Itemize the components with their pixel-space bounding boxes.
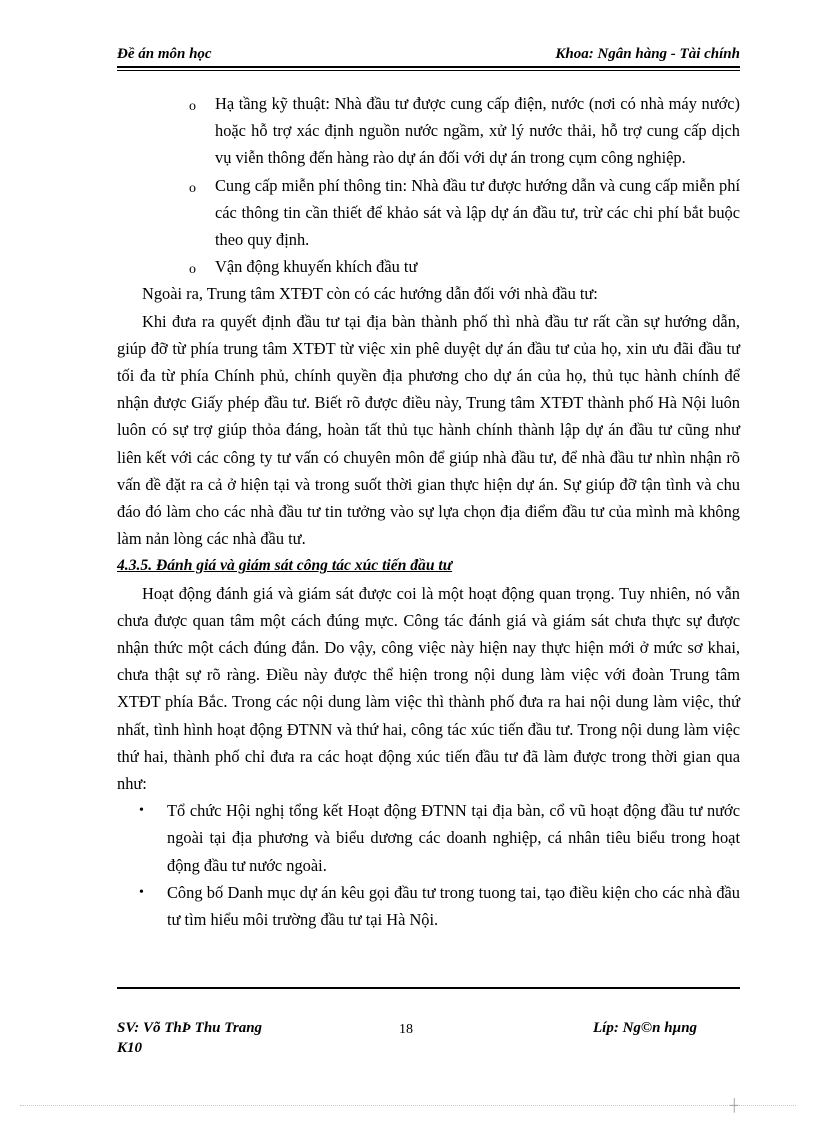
footer-rule — [117, 987, 740, 989]
sub-item-text: Hạ tầng kỹ thuật: Nhà đầu tư được cung cấp điện, nước (nơi có nhà máy nước) hoặc hỗ trợ xác định nguồn nước ngầm, xử lý nước thải, hỗ trợ cung cấp dịch vụ viễn thông đến hàng rào dự án đối với dự án trong cụm công nghiệp. — [215, 94, 740, 168]
page-edge-guide — [20, 1105, 796, 1106]
footer-class: Líp: Ng©n hµng — [593, 1020, 698, 1036]
sub-item — [117, 90, 740, 172]
header-rule-thin — [117, 70, 740, 71]
page-body — [117, 90, 740, 933]
page-number: 18 — [399, 1022, 413, 1037]
bullet-item — [117, 879, 740, 933]
circle-bullet-icon: o — [189, 180, 196, 196]
corner-mark-icon: ┼ — [730, 1098, 739, 1112]
paragraph: Ngoài ra, Trung tâm XTĐT còn có các hướng dẫn đối với nhà đầu tư: — [142, 284, 598, 304]
header-faculty: Khoa: Ngân hàng - Tài chính — [555, 46, 740, 62]
sub-item — [117, 172, 740, 254]
page-header — [117, 43, 740, 67]
paragraph: Hoạt động đánh giá và giám sát được coi là một hoạt động quan trọng. Tuy nhiên, nó vẫn chưa được quan tâm một cách đúng mực. Công tác đánh giá và giám sát chưa thực sự được nhận thức một cách đúng đắn. Do vậy, công việc này hiện nay thực hiện mới ở mức sơ khai, chưa thật sự rõ ràng. Điều này được thể hiện trong nội dung làm việc với đoàn Trung tâm XTĐT phía Bắc. Trong các nội dung làm việc thì thành phố đưa ra hai nội dung làm việc, thứ nhất, tình hình hoạt động ĐTNN và thứ hai, công tác xúc tiến đầu tư. Trong nội dung làm việc thứ hai, thành phố chỉ đưa ra các hoạt động xúc tiến đầu tư đã làm được trong thời gian qua như: — [117, 583, 740, 794]
section-heading: 4.3.5. Đánh giá và giám sát công tác xúc tiến đầu tư — [117, 557, 453, 575]
bullet-text: Tổ chức Hội nghị tổng kết Hoạt động ĐTNN tại địa bàn, cổ vũ hoạt động đầu tư nước ngoài tại địa phương và biểu dương các doanh nghiệp, cá nhân tiêu biểu trong hoạt động đầu tư nước ngoài. — [167, 801, 740, 875]
footer-student: SV: Võ ThÞ Thu Trang — [117, 1020, 263, 1036]
header-course: Đề án môn học — [117, 46, 212, 62]
footer-cohort: K10 — [117, 1040, 143, 1056]
sub-item-text: Vận động khuyến khích đầu tư — [215, 257, 418, 277]
bullet-item — [117, 797, 740, 879]
bullet-icon: • — [139, 884, 144, 900]
paragraph: Khi đưa ra quyết định đầu tư tại địa bàn thành phố thì nhà đầu tư rất cần sự hướng dẫn, giúp đỡ từ phía trung tâm XTĐT từ việc xin phê duyệt dự án đầu tư của họ, xin ưu đãi đầu tư tối đa từ phía Chính phủ, chính quyền địa phương cho dự án của họ, thủ tục hành chính để nhận được Giấy phép đầu tư. Biết rõ được điều này, Trung tâm XTĐT thành phố Hà Nội luôn luôn có sự trợ giúp thỏa đáng, hoàn tất thủ tục hành chính thành lập dự án đầu tư cũng như liên kết với các công ty tư vấn có chuyên môn để giúp nhà đầu tư, để nhà đầu tư nhìn nhận rõ vấn đề đặt ra cả ở hiện tại và trong suốt thời gian thực hiện dự án. Sự giúp đỡ tận tình và chu đáo đó làm cho các nhà đầu tư tin tưởng vào sự lựa chọn địa điểm đầu tư của mình mà không làm nản lòng các nhà đầu tư. — [117, 311, 740, 549]
circle-bullet-icon: o — [189, 99, 196, 114]
sub-item-text: Cung cấp miễn phí thông tin: Nhà đầu tư được hướng dẫn và cung cấp miễn phí các thông tin cần thiết để khảo sát và lập dự án đầu tư, trừ các chi phí bắt buộc theo quy định. — [215, 175, 740, 250]
bullet-text: Công bố Danh mục dự án kêu gọi đầu tư trong tuong tai, tạo điều kiện cho các nhà đầu tư tìm hiểu môi trường đầu tư tại Hà Nội. — [167, 882, 740, 930]
bullet-icon: • — [139, 803, 144, 819]
sub-item — [117, 253, 740, 280]
header-rule — [117, 66, 740, 68]
circle-bullet-icon: o — [189, 262, 196, 278]
